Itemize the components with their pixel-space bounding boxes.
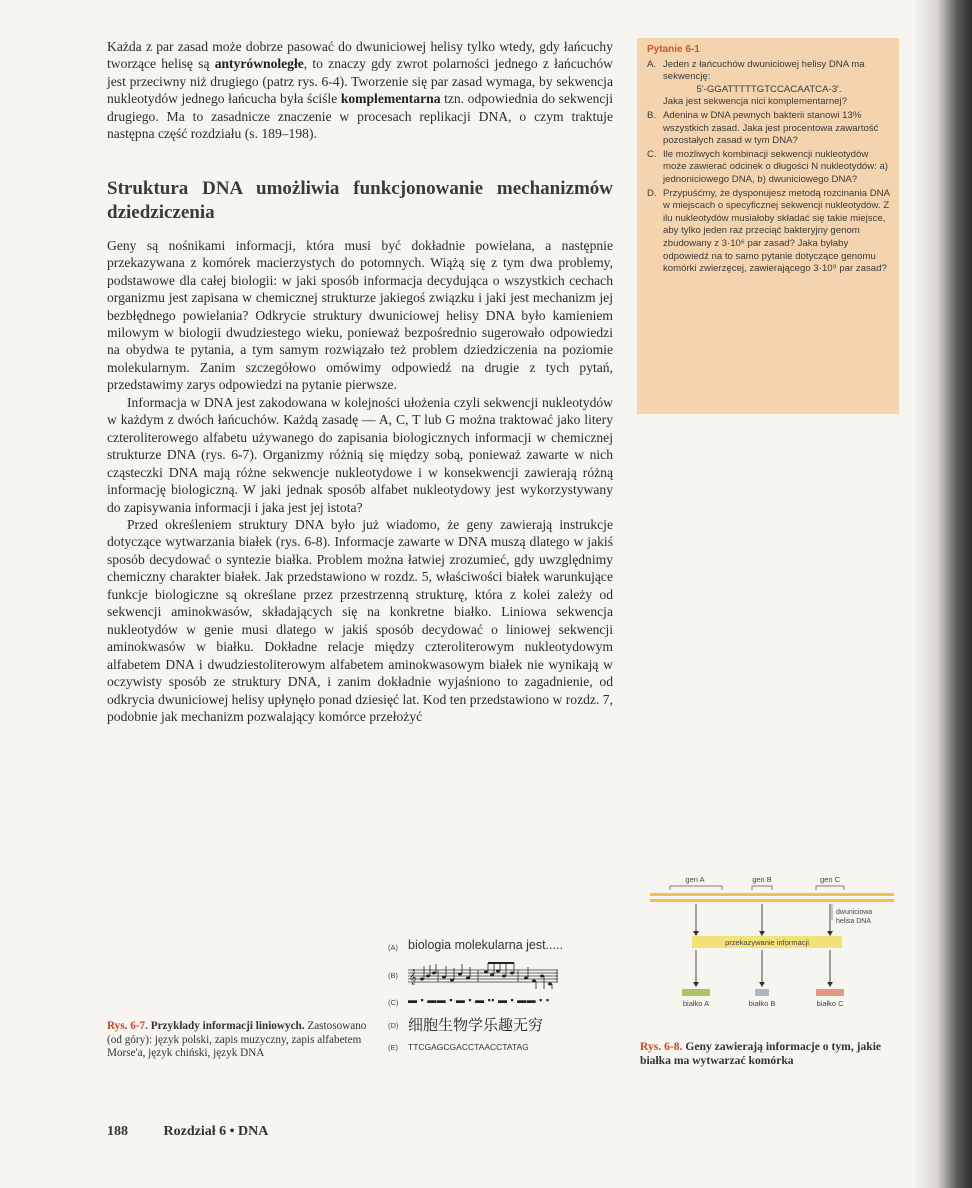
fig7-row-b <box>388 962 628 992</box>
helix-label-line-1: dwuniciowa <box>836 909 873 916</box>
protein-b-label: białko B <box>748 999 776 1008</box>
fig7-label-b: (B) <box>388 971 398 980</box>
paragraph-2: Informacja w DNA jest zakodowana w kolejności ułożenia czyli sekwencji nukleotydów w każdym z dwóch łańcuchów. Każdą zasadę — A, C, T lub G można traktować jako litery czteroliterowego alfabetu używanego do zapisania biologicznych informacji w chemicznej strukturze DNA (rys. 6-7). Organizmy różnią się między sobą, ponieważ zawarte w nich cząsteczki DNA mają różne sekwencje nukleotydowe i w konsekwencji zawierają różną informację biologiczną. W jaki jednak sposób alfabet nukleotydowy jest wykorzystywany do zapisywania informacji i jaka jest jej istota? <box>107 394 613 515</box>
question-item-d <box>647 188 891 276</box>
intro-text-2: , to znaczy gdy zwrot polarności jednego z łańcuchów jest przeciwny niż drugiego (patrz rys. 6-4). Tworzenie się par zasad wymaga, by sekwencja nukleotydów jednego łańcucha była ściśle <box>107 56 613 107</box>
fig7-label-a: (A) <box>388 943 398 952</box>
transfer-label: przekazywanie informacji <box>725 938 809 947</box>
caption-number: Rys. 6-8. <box>640 1040 683 1053</box>
main-text-column <box>107 38 613 725</box>
fig7-label-c: (C) <box>388 998 399 1007</box>
question-a-sequence: 5'-GGATTTTTGTCCACAATCA-3'. <box>696 83 842 95</box>
caption-number: Rys. 6-7. <box>107 1020 148 1032</box>
intro-text-3: tzn. odpowiednia do sekwencji drugiego. Ma to zasadnicze znaczenie w procesach replikacji DNA, o czym traktuje następna część rozdziału (s. 189–198). <box>107 91 613 142</box>
fig7-dna-text: TTCGAGCGACCTAACCTATAG <box>408 1042 529 1052</box>
page-footer <box>107 1124 268 1140</box>
term-complementary: komplementarna <box>340 91 441 107</box>
fig7-row-c <box>388 992 628 1014</box>
question-box <box>637 38 899 414</box>
fig7-polish-text: biologia molekularna jest..... <box>408 938 563 952</box>
fig7-morse-text: ▬ ▪ ▬▬ ▪ ▬ ▪ ▬ ▪▪ ▬ ▪ ▬▬ ▪ ▪ <box>408 995 550 1005</box>
gene-c-label: gen C <box>819 875 841 884</box>
dna-strand-bottom <box>650 899 894 902</box>
question-letter: B. <box>647 109 657 121</box>
svg-text:𝄞: 𝄞 <box>409 970 417 985</box>
figure-6-7 <box>388 938 628 1060</box>
fig7-row-d <box>388 1014 628 1038</box>
transfer-arrows-top <box>696 904 830 935</box>
protein-c-label: białko C <box>816 999 844 1008</box>
question-letter: A. <box>647 58 657 70</box>
gene-a-label: gen A <box>685 875 705 884</box>
music-notation-icon <box>408 962 560 990</box>
figure-6-8-caption <box>640 1040 898 1069</box>
caption-body: Zastosowano (od góry): język polski, zapis muzyczny, zapis alfabetem Morse'a, język chiński, język DNA <box>107 1020 367 1060</box>
figure-6-8 <box>640 872 902 1022</box>
transfer-arrows-bottom <box>696 950 830 986</box>
page-edge-shadow <box>914 0 972 1188</box>
figure-6-7-caption <box>107 1020 369 1061</box>
gene-b-label: gen B <box>752 875 772 884</box>
intro-text-1: Każda z par zasad może dobrze pasować do dwuniciowej helisy tylko wtedy, gdy łańcuchy tworzące helisę są <box>107 39 613 72</box>
protein-b-bar <box>755 989 769 996</box>
question-item-c <box>647 149 891 187</box>
intro-paragraph <box>107 38 613 143</box>
question-text: Adenina w DNA pewnych bakterii stanowi 13% wszystkich zasad. Jaka jest procentowa zawartość pozostałych zasad w tym DNA? <box>663 109 879 147</box>
question-box-title: Pytanie 6-1 <box>647 44 700 55</box>
fig7-label-d: (D) <box>388 1021 399 1030</box>
caption-head <box>107 1020 305 1032</box>
fig7-row-e <box>388 1038 628 1060</box>
fig7-row-a <box>388 938 628 962</box>
question-a-text-2: Jaka jest sekwencja nici komplementarnej? <box>663 96 847 108</box>
section-heading: Struktura DNA umożliwia funkcjonowanie mechanizmów dziedziczenia <box>107 177 613 223</box>
question-letter: C. <box>647 148 657 160</box>
paragraph-3: Przed określeniem struktury DNA było już wiadomo, że geny zawierają instrukcje dotyczące wytwarzania białek (rys. 6-8). Informacje zawarte w DNA muszą dlatego w jakiś sposób decydować o syntezie białka. Problem można łatwiej zrozumieć, gdy uwzględnimy chemiczny charakter białek. Jak przedstawiono w rozdz. 5, właściwości białek warunkujące funkcje biologiczne są określane przez przestrzenną strukturę, która z kolei zależy od sekwencji aminokwasów, składających się na konkretne białko. Liniowa sekwencja nukleotydów w genie musi dlatego w jakiś sposób decydować o liniowej sekwencji aminokwasów w białku. Dokładne relacje między czteroliterowym nukleotydowym alfabetem DNA i dwudziestoliterowym alfabetem aminokwasowym białek nie wynikają w oczywisty sposób ze struktury DNA, i zanim dokładnie wyjaśniono to zagadnienie, od odkrycia dwuniciowej helisy upłynęło ponad dziesięć lat. Kod ten przedstawiono w rozdz. 7, podobnie jak mechanizm pozwalający komórce przełożyć <box>107 516 613 724</box>
question-item-b <box>647 110 891 148</box>
protein-a-bar <box>682 989 710 996</box>
page-number: 188 <box>107 1124 128 1139</box>
caption-title: Przykłady informacji liniowych. <box>147 1020 305 1032</box>
chapter-label: Rozdział 6 • DNA <box>163 1124 269 1139</box>
fig7-label-e: (E) <box>388 1043 398 1052</box>
question-a-text: Jeden z łańcuchów dwuniciowej helisy DNA ma sekwencję: <box>663 58 865 83</box>
question-letter: D. <box>647 187 657 199</box>
caption-text: Geny zawierają informacje o tym, jakie białka ma wytwarzać komórka <box>640 1040 882 1068</box>
dna-strand-top <box>650 893 894 896</box>
term-antiparallel: antyrównoległe <box>214 56 304 72</box>
protein-a-label: białko A <box>682 999 710 1008</box>
question-text <box>663 59 891 109</box>
paragraph-1: Geny są nośnikami informacji, która musi być dokładnie powielana, a następnie przekazywana z komórek macierzystych do potomnych. Wiążą się z tym dwa problemy, podstawowe dla całej biologii: w jaki sposób informacja decydująca o wszystkich cechach organizmu jest zapisana w chemicznej strukturze jakiegoś związku i jaki jest mechanizm jej bezbłędnego powielania? Odkrycie struktury dwuniciowej helisy DNA było kamieniem milowym w biologii dwudziestego wieku, ponieważ bezpośrednio sugerowało odpowiedzi na obydwa te pytania, a tym samym rozwiązało też problem dziedziczenia na poziomie molekularnym. Zanim szczegółowo omówimy odpowiedź na drugie z tych pytań, przedstawimy zarys odpowiedzi na pytanie pierwsze. <box>107 237 613 393</box>
gene-brackets <box>670 886 844 890</box>
question-item-a <box>647 59 891 109</box>
question-text: Ile możliwych kombinacji sekwencji nukleotydów może zawierać odcinek o długości N nukleotydów: a) jednoniciowego DNA, b) dwuniciowego DNA? <box>663 148 889 185</box>
helix-label-line-2: helisa DNA <box>836 918 872 925</box>
question-text: Przypuśćmy, że dysponujesz metodą rozcinania DNA w miejscach o specyficznej sekwencji nukleotydów. Z ilu nukleotydów musiałoby składać się takie miejsce, aby tylko jeden raz przeciąć bakteryjny genom zbudowany z 3·10⁶ par zasad? Jaka byłaby odpowiedź na to samo pytanie dotyczące genomu komórki zwierzęcej, zawierającego 3·10⁹ par zasad? <box>663 187 890 275</box>
protein-c-bar <box>816 989 844 996</box>
fig7-chinese-text: 细胞生物学乐趣无穷 <box>408 1016 544 1034</box>
